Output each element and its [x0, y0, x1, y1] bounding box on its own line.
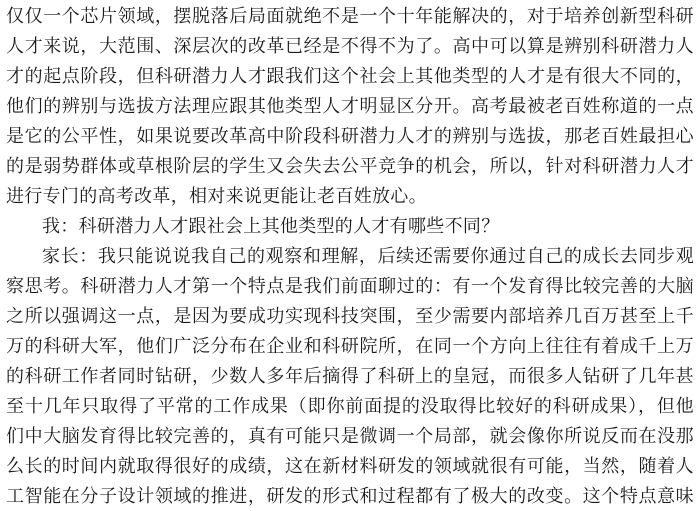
text-line: 之所以强调这一点，是因为要成功实现科技突围，至少需要内部培养几百万甚至上千 — [6, 306, 694, 327]
text-line: 的科研工作者同时钻研，少数人多年后摘得了科研上的皇冠，而很多人钻研了几年甚 — [6, 366, 694, 387]
text-line: 的是弱势群体或草根阶层的学生又会失去公平竞争的机会，所以，针对科研潜力人才 — [6, 156, 694, 177]
answer-line: 家长：我只能说说我自己的观察和理解，后续还需要你通过自己的成长去同步观 — [42, 246, 694, 267]
text-line: 至十几年只取得了平常的工作成果（即你前面提的没取得比较好的科研成果），但他 — [6, 396, 694, 417]
text-line: 们中大脑发育得比较完善的，真有可能只是微调一个局部，就会像你所说反而在没那 — [6, 426, 694, 447]
text-line: 是它的公平性，如果说要改革高中阶段科研潜力人才的辨别与选拔，那老百姓最担心 — [6, 126, 694, 147]
question-line: 我：科研潜力人才跟社会上其他类型的人才有哪些不同？ — [42, 216, 500, 237]
text-line: 进行专门的高考改革，相对来说更能让老百姓放心。 — [6, 186, 427, 207]
text-line: 人才来说，大范围、深层次的改革已经是不得不为了。高中可以算是辨别科研潜力人 — [6, 36, 694, 57]
text-line: 察思考。科研潜力人才第一个特点是我们前面聊过的：有一个发育得比较完善的大脑 — [6, 276, 694, 297]
text-line: 工智能在分子设计领域的推进，研发的形式和过程都有了极大的改变。这个特点意味 — [6, 486, 694, 507]
text-line: 他们的辨别与选拔方法理应跟其他类型人才明显区分开。高考最被老百姓称道的一点 — [6, 96, 694, 117]
text-line: 仅仅一个芯片领域，摆脱落后局面就绝不是一个十年能解决的，对于培养创新型科研 — [6, 6, 694, 27]
text-line: 么长的时间内就取得很好的成绩，这在新材料研发的领域就很有可能，当然，随着人 — [6, 456, 694, 477]
text-line: 万的科研大军，他们广泛分布在企业和科研院所，在同一个方向上往往有着成千上万 — [6, 336, 694, 357]
text-line: 才的起点阶段，但科研潜力人才跟我们这个社会上其他类型的人才是有很大不同的， — [6, 66, 694, 87]
